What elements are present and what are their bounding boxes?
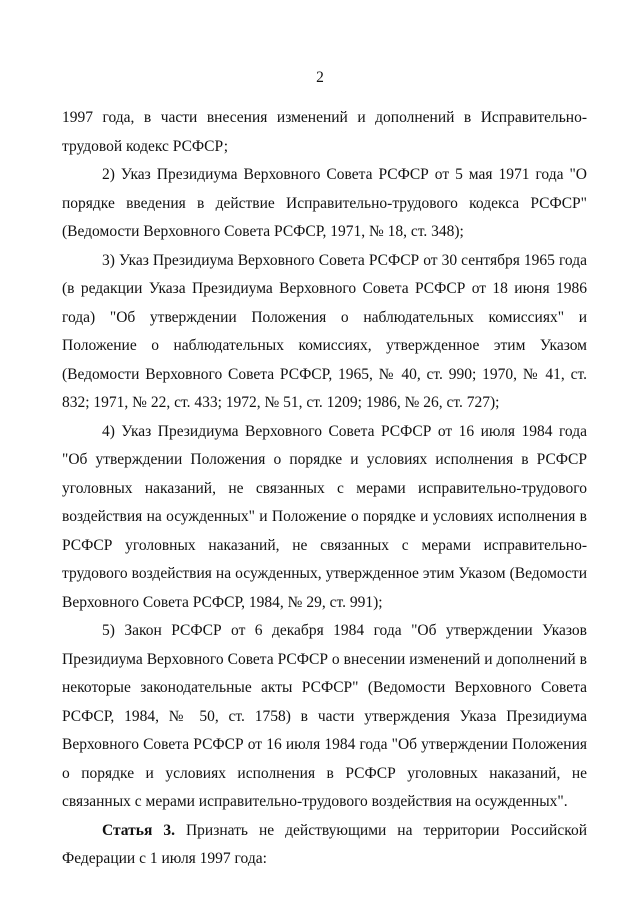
paragraph-item-4: 4) Указ Президиума Верховного Совета РСФСР от 16 июля 1984 года "Об утверждении Положения о порядке и условиях исполнения в РСФСР уголовных наказаний, не связанных с мерами исправительно-трудового воздействия на осужденных" и Положение о порядке и условиях исполнения в РСФСР уголовных наказаний, не связанных с мерами исправительно-трудового воздействия на осужденных, утвержденное этим Указом (Ведомости Верховного Совета РСФСР, 1984, № 29, ст. 991); — [62, 422, 587, 611]
paragraph-item-5: 5) Закон РСФСР от 6 декабря 1984 года "Об утверждении Указов Президиума Верховного Совета РСФСР о внесении изменений и дополнений в некоторые законодательные акты РСФСР" (Ведомости Верховного Совета РСФСР, 1984, № 50, ст. 1758) в части утверждения Указа Президиума Верховного Совета РСФСР от 16 июля 1984 года "Об утверждении Положения о порядке и условиях исполнения в РСФСР уголовных наказаний, не связанных с мерами исправительно-трудового воздействия на осужденных". — [62, 622, 587, 810]
document-body — [62, 104, 587, 874]
paragraph-item-3: 3) Указ Президиума Верховного Совета РСФСР от 30 сентября 1965 года (в редакции Указа Президиума Верховного Совета РСФСР от 18 июня 1986 года) "Об утверждении Положения о наблюдательных комиссиях" и Положение о наблюдательных комиссиях, утвержденное этим Указом (Ведомости Верховного Совета РСФСР, 1965, № 40, ст. 990; 1970, № 41, ст. 832; 1971, № 22, ст. 433; 1972, № 51, ст. 1209; 1986, № 26, ст. 727); — [62, 251, 587, 411]
paragraph-continuation: 1997 года, в части внесения изменений и дополнений в Исправительно-трудовой кодекс РСФСР; — [62, 109, 587, 155]
paragraph-item-2: 2) Указ Президиума Верховного Совета РСФСР от 5 мая 1971 года "О порядке введения в действие Исправительно-трудового кодекса РСФСР" (Ведомости Верховного Совета РСФСР, 1971, № 18, ст. 348); — [62, 166, 587, 240]
page-number: 2 — [316, 69, 324, 86]
article-3-paragraph — [62, 817, 587, 874]
article-text: Признать не действующими на территории Российской Федерации с 1 июля 1997 года: — [62, 821, 587, 867]
article-label: Статья 3. — [102, 821, 175, 839]
